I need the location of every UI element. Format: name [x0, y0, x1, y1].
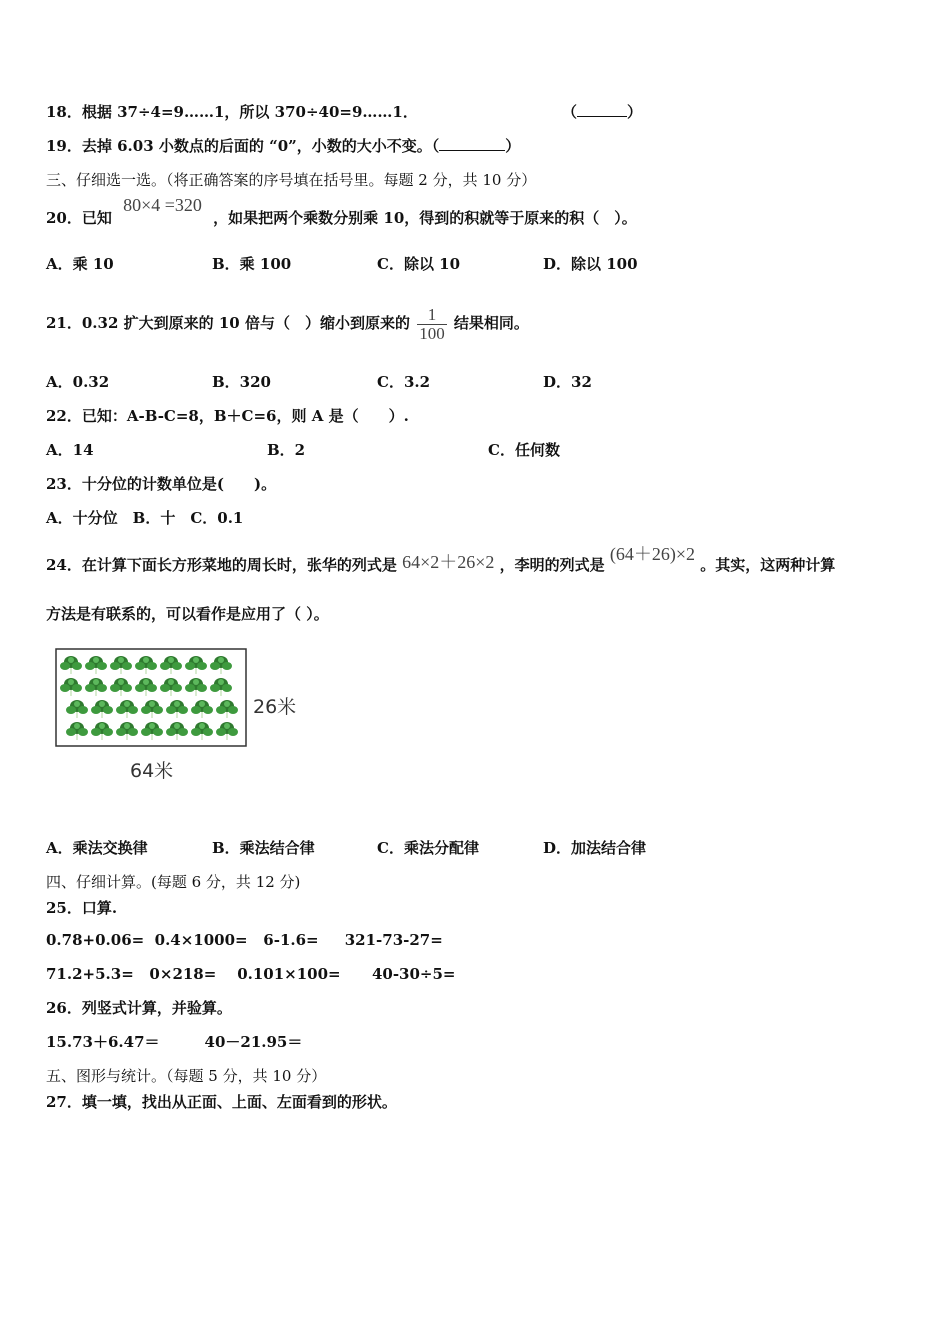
width-label-64m: 64米	[130, 760, 174, 782]
question-25-row-2: 71.2+5.3= 0×218= 0.101×100= 40-30÷5=	[46, 965, 456, 983]
q22-option-c[interactable]: C．任何数	[488, 441, 560, 459]
answer-underline	[577, 102, 627, 117]
question-27-title: 27．填一填，找出从正面、上面、左面看到的形状。	[46, 1093, 397, 1111]
q21-option-a[interactable]: A．0.32	[46, 373, 110, 391]
q20-option-c[interactable]: C．除以 10	[377, 255, 461, 273]
question-24-line2: 方法是有联系的，可以看作是应用了（ ）。	[46, 605, 329, 623]
q22-option-a[interactable]: A．14	[46, 441, 94, 459]
question-25-title: 25．口算.	[46, 899, 118, 917]
formula-zhanghua: 64×2＋26×2	[402, 552, 495, 572]
answer-underline	[439, 136, 505, 151]
q20-option-d[interactable]: D．除以 100	[543, 255, 638, 273]
q23-options[interactable]: A．十分位 B．十 C．0.1	[46, 509, 244, 527]
q21-option-c[interactable]: C．3.2	[377, 373, 431, 391]
q20-option-a[interactable]: A．乘 10	[46, 255, 114, 273]
question-25-row-1: 0.78+0.06= 0.4×1000= 6-1.6= 321-73-27=	[46, 931, 443, 949]
question-23: 23．十分位的计数单位是( )。	[46, 475, 277, 493]
section-5-heading: 五、图形与统计。（每题 5 分，共 10 分）	[46, 1067, 327, 1085]
question-19: 19．去掉 6.03 小数点的后面的 “0”，小数的大小不变。（ ）	[46, 137, 521, 155]
formula-liming: (64＋26)×2	[609, 544, 696, 564]
question-24: 24．在计算下面长方形菜地的周长时，张华的列式是 64×2＋26×2 ，李明的列式是 (64＋26)×2 。其实，这两种计算	[46, 544, 836, 574]
question-20: 20．已知 80×4 =320 ，如果把两个乘数分别乘 10，得到的积就等于原来的积（ ）。	[46, 195, 637, 227]
question-18-answer-blank: （ ）	[562, 103, 643, 121]
question-26-title: 26．列竖式计算，并验算。	[46, 999, 232, 1017]
question-22: 22．已知：A-B-C=8，B＋C=6，则 A 是（ ）.	[46, 407, 409, 425]
question-21: 21．0.32 扩大到原来的 10 倍与（ ）缩小到原来的 $\frac{1}{100}$ 结果相同。	[46, 304, 529, 343]
fraction-1-over-100: $\frac{1}{100}$	[419, 304, 445, 343]
vegetable-field-figure	[55, 648, 305, 792]
section-3-heading: 三、仔细选一选。（将正确答案的序号填在括号里。每题 2 分，共 10 分）	[46, 171, 537, 189]
question-26-row: 15.73＋6.47＝ 40－21.95＝	[46, 1033, 303, 1051]
section-4-heading: 四、仔细计算。(每题 6 分，共 12 分)	[46, 873, 301, 891]
question-19-text: 19．去掉 6.03 小数点的后面的 “0”，小数的大小不变。（	[46, 137, 440, 155]
height-label-26m: 26米	[253, 696, 297, 718]
question-18-text: 18．根据 37÷4=9……1，所以 370÷40=9……1．	[46, 103, 418, 121]
formula-80x4: 80×4 =320	[123, 195, 202, 215]
q21-option-d[interactable]: D．32	[543, 373, 592, 391]
q24-option-a[interactable]: A．乘法交换律	[46, 839, 148, 857]
q24-option-c[interactable]: C．乘法分配律	[377, 839, 479, 857]
q24-option-b[interactable]: B．乘法结合律	[212, 839, 315, 857]
q21-option-b[interactable]: B．320	[212, 373, 271, 391]
q22-option-b[interactable]: B．2	[267, 441, 306, 459]
q24-option-d[interactable]: D．加法结合律	[543, 839, 647, 857]
question-18	[46, 102, 418, 122]
q20-option-b[interactable]: B．乘 100	[212, 255, 292, 273]
